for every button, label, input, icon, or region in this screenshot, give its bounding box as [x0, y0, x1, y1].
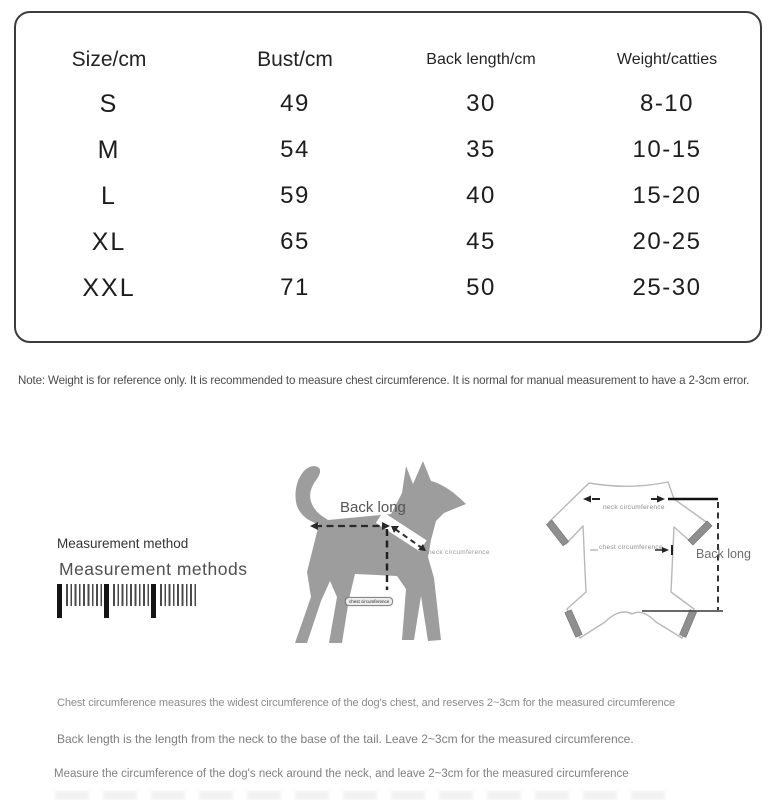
table-cell: XXL	[82, 273, 136, 302]
table-cell: 65	[280, 228, 310, 255]
instruction-neck: Measure the circumference of the dog's neck around the neck, and leave 2~3cm for the measured circumference	[54, 768, 629, 780]
table-cell: 8-10	[639, 90, 695, 117]
table-cell: 10-15	[632, 136, 702, 163]
table-cell: 45	[466, 228, 496, 255]
weight-reference-note: Note: Weight is for reference only. It is recommended to measure chest circumference. It is normal for manual measurement to have a 2-3cm error.	[18, 374, 750, 387]
column-header-weight: Weight/catties	[616, 51, 718, 68]
table-cell: 59	[280, 182, 310, 209]
column-header-size: Size/cm	[71, 48, 147, 71]
arrow-left-icon	[310, 522, 318, 530]
table-cell: 71	[280, 274, 310, 301]
garment-chest-circumference-label: chest circumference	[599, 544, 663, 551]
table-cell: 35	[466, 136, 496, 163]
instruction-chest: Chest circumference measures the widest circumference of the dog's chest, and reserves 2~3cm for the measured circumference	[57, 697, 675, 709]
table-cell: 25-30	[632, 274, 702, 301]
ruler-icon	[57, 584, 198, 619]
size-chart-card	[14, 11, 762, 343]
table-cell: 15-20	[632, 182, 702, 209]
table-cell: 54	[280, 136, 310, 163]
garment-back-long-label: Back long	[696, 547, 751, 561]
table-cell: L	[101, 181, 117, 210]
size-chart-table	[16, 13, 760, 311]
table-cell: 49	[280, 90, 310, 117]
table-cell: 50	[466, 274, 496, 301]
dog-neck-circumference-label: neck circumference	[428, 549, 490, 556]
dog-chest-circumference-badge: chest circumference	[345, 597, 393, 606]
measurement-methods-title: Measurement methods	[59, 559, 248, 579]
garment-neck-circumference-label: neck circumference	[603, 504, 665, 511]
column-header-back-length: Back length/cm	[426, 51, 536, 68]
table-cell: M	[97, 135, 121, 164]
measurement-method-label: Measurement method	[57, 536, 189, 551]
table-cell: 20-25	[632, 228, 702, 255]
table-cell: XL	[91, 227, 127, 256]
instruction-back-length: Back length is the length from the neck to the base of the tail. Leave 2~3cm for the measured circumference.	[57, 732, 634, 746]
table-cell: 30	[466, 90, 496, 117]
column-header-bust: Bust/cm	[257, 48, 333, 71]
faded-cutoff-text	[55, 791, 675, 800]
table-cell: 40	[466, 182, 496, 209]
dog-back-long-label: Back long	[340, 499, 406, 516]
table-cell: S	[99, 89, 119, 118]
